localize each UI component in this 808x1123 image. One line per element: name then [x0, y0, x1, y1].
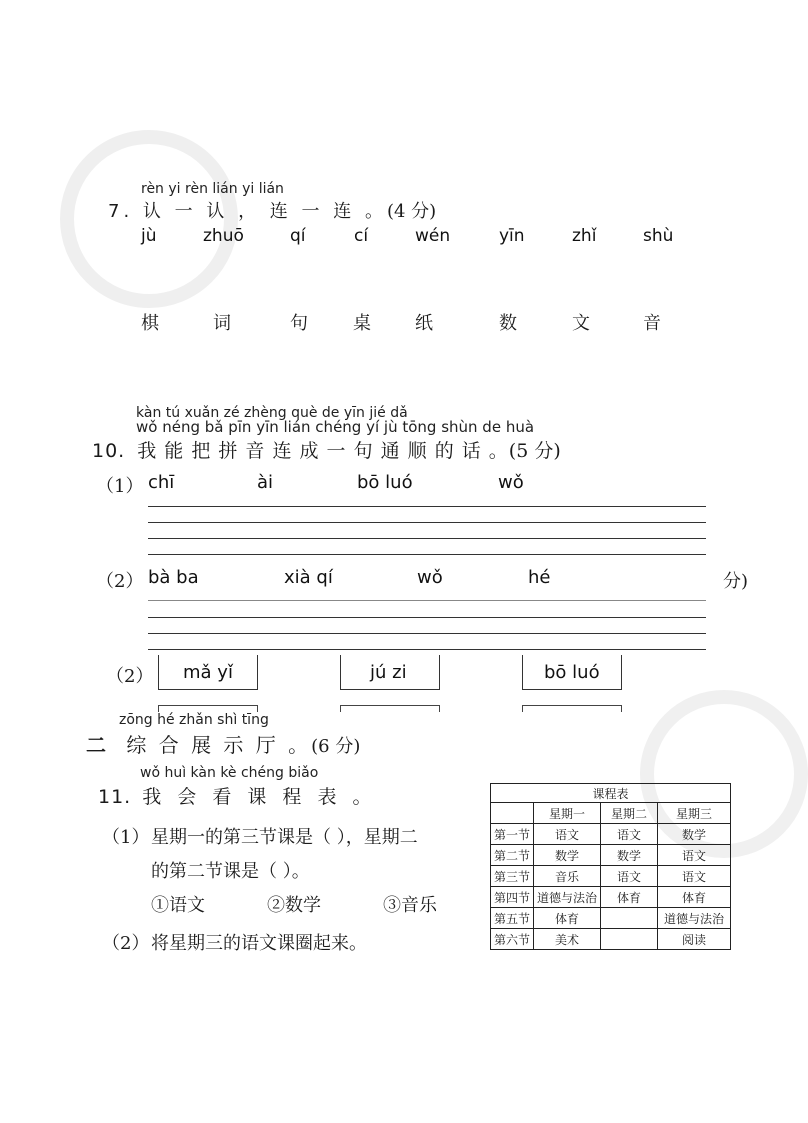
q11-pinyin: wǒ huì kàn kè chéng biǎo	[140, 765, 319, 781]
schedule-cell[interactable]: 阅读	[658, 929, 731, 950]
schedule-cell: 体育	[601, 887, 658, 908]
q11-option[interactable]: ①语文	[151, 895, 205, 916]
q7-heading	[108, 197, 436, 223]
q9-box-pinyin: bō luó	[544, 662, 600, 683]
q9-box-pinyin: jú zi	[370, 662, 407, 683]
q7-points: (4 分)	[386, 201, 437, 222]
writing-line[interactable]	[148, 506, 706, 507]
schedule-header-cell	[491, 803, 534, 824]
q11-part2-label: （2）	[102, 933, 150, 954]
q10-row2-pinyin: bà ba	[148, 567, 199, 588]
q10-row1-pinyin: bō luó	[357, 472, 413, 493]
q10-row2-pinyin: xià qí	[284, 567, 333, 588]
schedule-cell: 第五节	[491, 908, 534, 929]
section2-heading	[86, 729, 360, 758]
schedule-cell: 第三节	[491, 866, 534, 887]
schedule-cell: 语文	[601, 824, 658, 845]
schedule-row	[491, 845, 731, 866]
writing-line[interactable]	[148, 554, 706, 555]
schedule-header-row	[491, 803, 731, 824]
schedule-cell	[601, 929, 658, 950]
answer-box-top-edge	[158, 705, 258, 712]
writing-line[interactable]	[148, 633, 706, 634]
schedule-cell	[601, 908, 658, 929]
q7-char-item: 词	[213, 313, 231, 334]
q11-number: 11.	[98, 786, 132, 808]
writing-line[interactable]	[148, 522, 706, 523]
q10-title: 我 能 把 拼 音 连 成 一 句 通 顺 的 话 。	[137, 440, 509, 462]
q7-pinyin-item: shù	[643, 226, 674, 246]
answer-box-top-edge	[522, 705, 622, 712]
q10-row1-pinyin: wǒ	[498, 472, 524, 493]
writing-line[interactable]	[148, 600, 706, 601]
section2-marker: 二	[86, 733, 106, 757]
q11-part1-label: （1）	[102, 827, 150, 848]
schedule-cell: 第一节	[491, 824, 534, 845]
writing-line[interactable]	[148, 649, 706, 650]
answer-box-top-edge	[340, 705, 440, 712]
q10-fragment-text: 分)	[722, 571, 748, 592]
schedule-cell[interactable]: 道德与法治	[658, 908, 731, 929]
schedule-caption: 课程表	[491, 784, 731, 803]
q11-option[interactable]: ②数学	[267, 895, 321, 916]
schedule-cell: 道德与法治	[534, 887, 601, 908]
q7-char-item: 文	[572, 313, 590, 334]
schedule-cell[interactable]: 语文	[658, 845, 731, 866]
schedule-header-cell: 星期一	[534, 803, 601, 824]
schedule-cell: 数学	[601, 845, 658, 866]
q11-heading	[98, 782, 377, 809]
schedule-cell: 美术	[534, 929, 601, 950]
schedule-row	[491, 929, 731, 950]
q7-pinyin-item: jù	[141, 226, 157, 246]
q7-char-item: 桌	[353, 313, 371, 334]
q10-points: (5 分)	[508, 440, 561, 462]
schedule-cell: 数学	[534, 845, 601, 866]
schedule-cell[interactable]: 数学	[658, 824, 731, 845]
q11-option[interactable]: ③音乐	[383, 895, 437, 916]
q7-pinyin-item: zhǐ	[572, 226, 597, 246]
q11-title: 我 会 看 课 程 表 。	[142, 786, 377, 808]
section2-title: 综 合 展 示 厅 。	[126, 733, 312, 757]
q7-char-item: 棋	[141, 313, 159, 334]
q7-char-item: 句	[290, 313, 308, 334]
q10-number: 10.	[92, 440, 126, 462]
q7-pinyin: rèn yi rèn lián yi lián	[141, 181, 284, 197]
q10-row2-label: （2）	[96, 571, 144, 592]
schedule-cell: 第二节	[491, 845, 534, 866]
schedule-cell: 体育	[534, 908, 601, 929]
q7-char-item: 数	[499, 313, 517, 334]
schedule-cell: 音乐	[534, 866, 601, 887]
q10-fragment-clip	[722, 567, 748, 592]
schedule-cell[interactable]: 体育	[658, 887, 731, 908]
fragment-pinyin-clip	[136, 405, 476, 421]
q10-row1-pinyin: chī	[148, 472, 175, 493]
q10-heading	[92, 436, 561, 463]
schedule-header-cell: 星期三	[658, 803, 731, 824]
q7-char-item: 音	[643, 313, 661, 334]
section2-points: (6 分)	[311, 736, 361, 757]
schedule-cell: 第四节	[491, 887, 534, 908]
schedule-cell: 语文	[601, 866, 658, 887]
q7-title: 认 一 认 ， 连 一 连 。	[142, 201, 387, 222]
fragment-pinyin: kàn tú xuǎn zé zhèng què de yīn jié dǎ	[136, 405, 408, 421]
q7-pinyin-item: wén	[415, 226, 451, 246]
schedule-cell[interactable]: 语文	[658, 866, 731, 887]
schedule-row	[491, 887, 731, 908]
schedule-row	[491, 866, 731, 887]
q9-fragment-label: （2）	[106, 666, 154, 687]
q10-row2-pinyin: hé	[528, 567, 551, 588]
q7-char-item: 纸	[415, 313, 433, 334]
q11-part1-line2: 的第二节课是（ ）。	[151, 861, 310, 882]
writing-line[interactable]	[148, 617, 706, 618]
q10-row1-pinyin: ài	[257, 472, 274, 493]
q7-number: 7.	[108, 201, 134, 222]
section2-pinyin: zōng hé zhǎn shì tīng	[119, 712, 269, 728]
q7-pinyin-item: qí	[290, 226, 306, 246]
writing-line[interactable]	[148, 538, 706, 539]
q7-pinyin-item: yīn	[499, 226, 525, 246]
q7-pinyin-item: cí	[354, 226, 369, 246]
q7-pinyin-item: zhuō	[203, 226, 244, 246]
q11-part1-line1: 星期一的第三节课是（ ），星期二	[151, 827, 418, 848]
q9-box-pinyin: mǎ yǐ	[183, 662, 233, 683]
q10-row2-pinyin: wǒ	[417, 567, 443, 588]
schedule-row	[491, 824, 731, 845]
q11-part2-text: 将星期三的语文课圈起来。	[151, 933, 367, 954]
schedule-cell: 语文	[534, 824, 601, 845]
schedule-header-cell: 星期二	[601, 803, 658, 824]
schedule-table	[490, 783, 731, 950]
q10-pinyin: wǒ néng bǎ pīn yīn lián chéng yí jù tōng shùn de huà	[136, 418, 535, 436]
q10-row1-label: （1）	[96, 476, 144, 497]
schedule-row	[491, 908, 731, 929]
schedule-cell: 第六节	[491, 929, 534, 950]
